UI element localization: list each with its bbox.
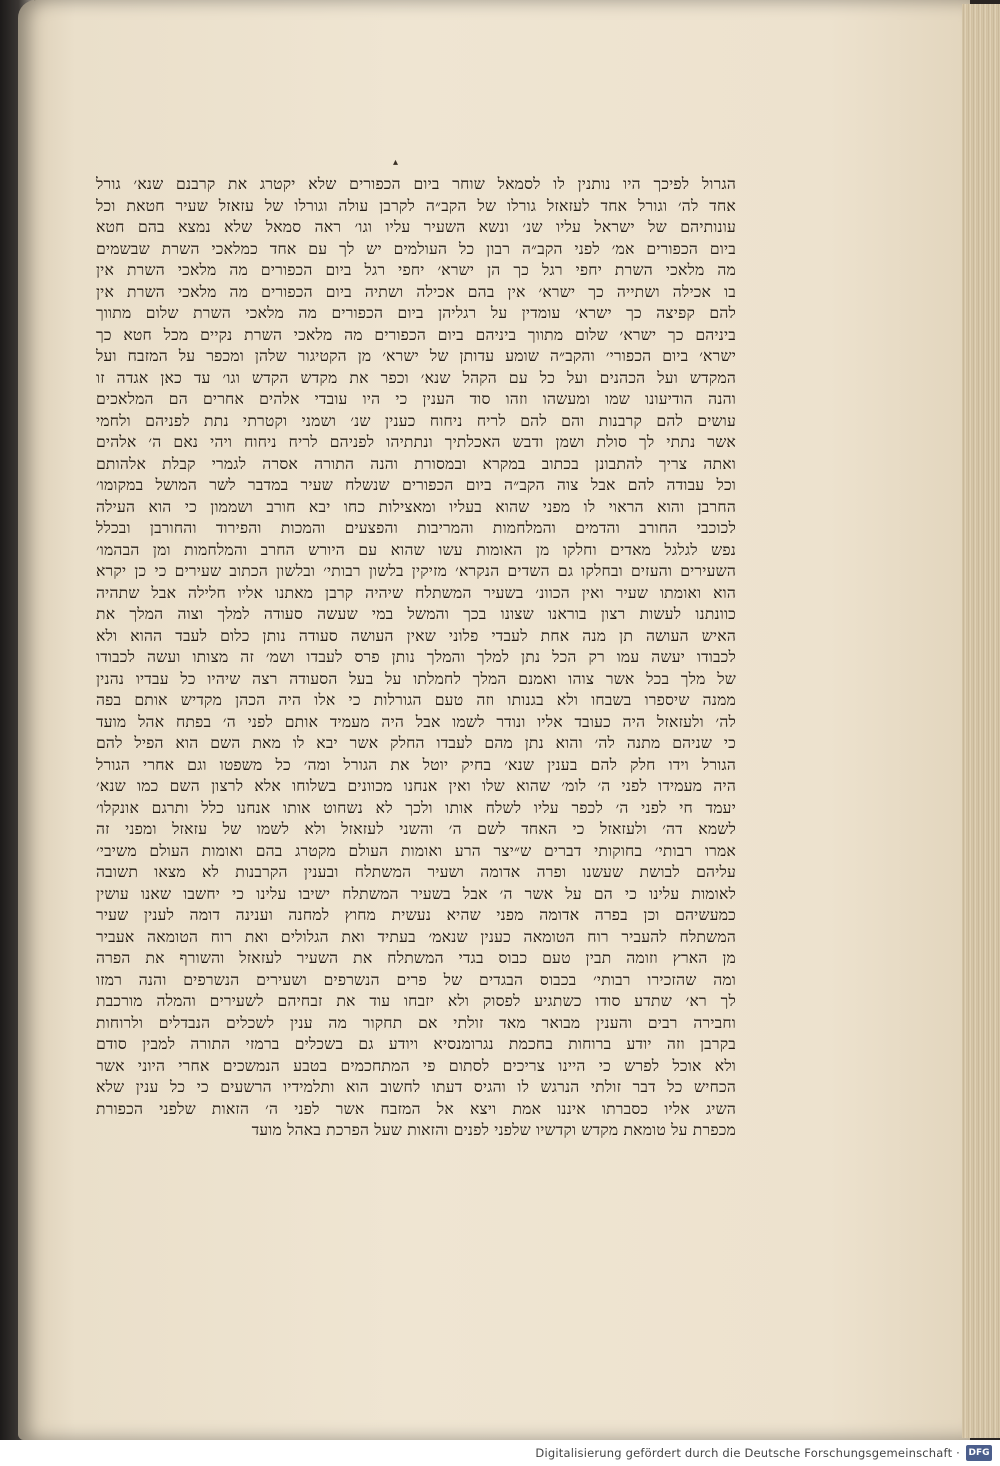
text-line: כי שניהם מתנה לה׳ והוא נתן מהם לעבדו החלק אשר יבא לו מאת השם הוא הפיל להם — [96, 734, 736, 752]
text-line: הוא ואומתו שעיר ואין הכוונ׳ בשעיר המשתלח שיהיה קרבן מאתנו אליו חלילה אבל שתהיה — [96, 583, 736, 602]
text-line: ומה שהזכירו רבותי׳ בכבוס הבגדים של פרים הנשרפים ושעירים הנשרפים והנה רמזו — [96, 970, 736, 989]
text-line: וחבירה רבים והענין מבואר מאד זולתי אם תחקור מה ענין לשכלים הנבדלים ולרוחות — [96, 1013, 736, 1032]
dfg-logo-icon: DFG — [966, 1445, 992, 1461]
text-line: אחד לה׳ וגורל אחד לעזאזל גורלו של הקב״ה לקרבן עולה וגורלו של עזאזל שעיר חטאת וכל — [96, 196, 736, 215]
footer-credit: Digitalisierung gefördert durch die Deutsche Forschungsgemeinschaft · — [535, 1446, 960, 1460]
footer-bar — [0, 1440, 1000, 1466]
text-line: בקרבן וזה יודע ברוחות בחכמת נגרומנסיא ויודע גם בשכלים ברמזי התורה למבין סודם — [96, 1035, 736, 1053]
text-line: ולא אוכל לפרש כי היינו צריכים לסתום פי המתחכמים בטבע הנמשכים אחרי היוני אשר — [96, 1056, 736, 1075]
text-line: של מלך בכל אשר צוהו ואמנם המלך לחמלתו על בעל הסעודה רצה שיהיו כל עבדיו נהנין — [96, 669, 736, 688]
page-stack-edge — [962, 4, 1000, 1438]
text-line: מן הארץ וזומה תבין טעם כבוס בגדי המשתלח את השעיר לעזאזל והשורף את הפרה — [96, 949, 736, 967]
text-line: כמעשיהם וכן בפרה אדומה מפני שהיא נעשית מחוץ למחנה וענינה דומה לענין שעיר — [96, 906, 736, 924]
text-line: מכפרת על טומאת מקדש וקדשיו שלפני לפנים והזאות שעל הפרכת באהל מועד — [251, 1121, 736, 1139]
text-line: היה מעמידו לפני ה׳ לומ׳ שהוא שלו ואין אנחנו מכוונים בשלוחו אלא לרצון השם כמו שנא׳ — [96, 777, 736, 795]
text-line: השיג אליו כסברתו איננו אמת ויצא אל המזבח אשר לפני ה׳ הזאות שלפני הכפורת — [96, 1099, 736, 1118]
text-line: אשר נתתי לך סולת ושמן ודבש האכלתיך ונתתיהו לפניהם לריח ניחוח ויהי נאם ה׳ אלהים — [96, 433, 736, 451]
text-line: ואתה צריך להתבונן בכתוב במקרא ובמסורת והנה התורה אסרה לגמרי קבלת אלהותם — [96, 454, 736, 473]
text-line: אמרו רבותי׳ בחוקותי דברים ש״יצר הרע ואומות העולם מקטרג בהם ואומות העולם משיבי׳ — [96, 841, 736, 860]
text-line: לך רא׳ שתדע סודו כשתגיע לפסוק ולא יזבחו עוד את זבחיהם לשעירים והמלה מורכבת — [96, 992, 736, 1010]
page-mark: ▴ — [393, 157, 399, 168]
text-line: יעמד חי לפני ה׳ לכפר עליו לשלח אותו ולכך לא נשחוט אותו אנחנו כלל ותרגם אונקלו׳ — [96, 798, 736, 817]
text-line: המקדש ועל הכהנים ועל כל עם הקהל שנא׳ וכפר את מקדש הקדש וגו׳ עד כאן אגדה זו — [96, 368, 736, 387]
text-line: בו אכילה ושתייה כך ישרא׳ אין בהם אכילה ושתיה ביום הכפורים מה מלאכי השרת אין — [96, 282, 736, 301]
text-line: החרבן והוא הראוי לו מפני שהוא בעליו ומאצילות כחו יבא חורב ושממון כי הוא העילה — [96, 497, 736, 516]
text-line: השעירים והעזים ובחלקו גם השדים הנקרא׳ מזיקין בלשון רבותי׳ ובלשון הכתוב שעירים כי כן יקרא — [96, 562, 736, 580]
text-line: לכבודו יעשה עמו רק הכל נתן למלך והמלך נותן פרס לעבדו ושמ׳ זה מצותו ועשה לכבודו — [96, 648, 736, 666]
text-line: עליהם לבושת שעשנו ופרה אדומה ושעיר המשתלח ובענין הקרבנות לא מצאו תשובה — [96, 863, 736, 881]
text-line: ביום הכפורים אמ׳ לפני הקב״ה רבון כל העולמים יש לך עם אחד כמלאכי השרת שבשמים — [96, 239, 736, 258]
text-line: הגורל וידו חלק להם בענין שנא׳ בחיק יוטל את הגורל ומה׳ כל משפטו וגם אחרי הגורל — [96, 755, 736, 774]
text-line: מה מלאכי השרת יחפי רגל כך הן ישרא׳ יחפי רגל ביום הכפורים מה מלאכי השרת אין — [96, 261, 736, 279]
text-line: ממנה שיספרו בשבחו ולא בגנותו וזה טעם הגורלות כי אלו היה הכהן מקדיש אותם בפה — [96, 691, 736, 709]
text-line: המשתלח להעביר רוח הטומאה כענין שנאמ׳ בעתיד ואת הגלולים ואת רוח הטומאה אעביר — [96, 927, 736, 946]
text-line: האיש העושה תן מנה אחת לעבדי פלוני שאין העושה סעודה נותן כלום לעבד ההוא ולא — [96, 626, 736, 645]
text-line: הכחיש כל דבר זולתי הנרגש לו והגיס דעתו לחשוב הוא ותלמידיו הרשעים כי כל ענין שלא — [96, 1078, 736, 1096]
text-line: ישרא׳ ביום הכפורי׳ והקב״ה שומע עדותן של ישרא׳ מן הקטיגור שלהן ומכפר על המזבח ועל — [96, 347, 736, 365]
text-line: והנה הודיעונו שמו ומעשהו וזהו סוד הענין כי היו עובדי אלהים אחרים הם המלאכים — [96, 390, 736, 408]
text-line: לאומות עלינו כי הם על אשר ה׳ אבל בשעיר המשתלח ישיבו עלינו כי יחשבו שאנו עושין — [96, 884, 736, 903]
text-line: וכל עבודה להם אבל צוה הקב״ה ביום הכפורים שנשלח שעיר במדבר לשר המושל במקומו׳ — [96, 476, 736, 494]
text-line: לכוכבי החורב והדמים והמלחמות והמריבות והפצעים והמכות והפירוד והחורבן ובכלל — [96, 519, 736, 537]
text-line: להם קפיצה כך ישרא׳ עומדין על רגליהן ביום הכפורים מה מלאכי השרת שלום מתווך — [96, 304, 736, 322]
text-line: לשמא דה׳ ולעזאזל כי האחד לשם ה׳ והשני לעזאזל ולא לשמו של עזאזל ומפני זה — [96, 820, 736, 838]
text-line: הגרול לפיכך היו נותנין לו לסמאל שוחר ביום הכפורים שלא יקטרג את קרבנם שנא׳ גורל — [96, 175, 736, 193]
text-line: כוונתנו לעשות רצון בוראנו שצונו בכך והמשל במי שעשה סעודה למלך וצוה המלך את — [96, 605, 736, 623]
hebrew-text-block — [96, 174, 736, 1142]
text-line: לה׳ ולעזאזל היה כעובד אליו ונודר לשמו אבל היה מעמיד אותם לפני ה׳ בפתח אהל מועד — [96, 712, 736, 731]
text-line: עונותיהם של ישראל עליו שנ׳ ונשא השעיר עליו וגו׳ ראה סמאל שלא נמצא בהם חטא — [96, 218, 736, 236]
text-line: נפש לגלגל מאדים וחלקו מן האומות עשו שהוא עם היורש החרב והמלחמות ומן הבהמו׳ — [96, 540, 736, 559]
text-line: ביניהם כך ישרא׳ שלום מתווך ביניהם ביום הכפורים מה מלאכי השרת נקיים מכל חטא כך — [96, 325, 736, 344]
text-line: עושים להם קרבנות והם להם לריח ניחוח כענין שנ׳ ושמני וקטרתי נתת לפניהם ולחמי — [96, 411, 736, 430]
